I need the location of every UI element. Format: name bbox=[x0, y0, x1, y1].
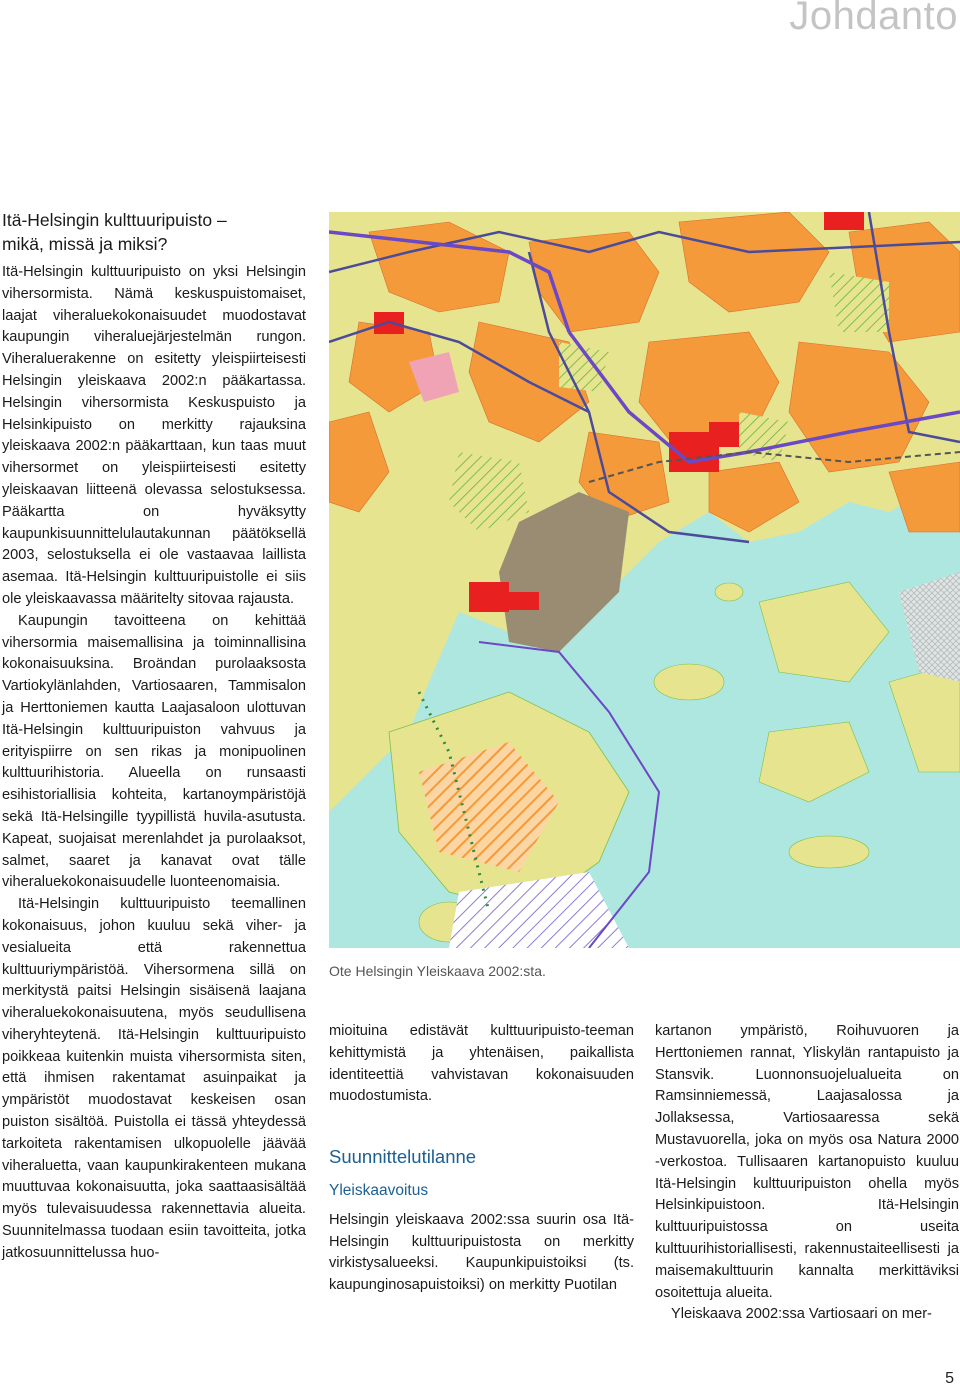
body-paragraph: Itä-Helsingin kulttuuripuisto teemallinen kokonaisuus, johon kuuluu sekä viher- ja vesialueita että rakennettua kulttuuriympäristöä. Vihersormena sillä on merkitystä paitsi Helsingin sisäisenä laajana viheraluekokonaisuutena, myös seudullisena viheryhteytenä. Itä-Helsingin kulttuuripuisto poikkeaa kuitenkin muista vihersormista siten, että ihmisen rakentamat asuinpaikat ja ympäristöt muodostavat keskeisen osan puiston sisältöä. Puistolla ei tässä yhteydessä tarkoiteta rakentamisen ulkopuolelle jäävää viheraluetta, vaan kaupunkirakenteen mukana muuttuvaa kokonaisuutta, joka saattaasisältää myös tulevaisuudessa rakennettavia alueita. Suunnitelmassa tuodaan esiin tavoitteita, jotka jatkosuunnittelussa huo- bbox=[2, 896, 306, 1261]
section-heading: Suunnittelutilanne bbox=[329, 1146, 477, 1168]
body-paragraph: Itä-Helsingin kulttuuripuisto on yksi Helsingin vihersormista. Nämä keskuspuistomaiset, laajat viheraluekokonaisuudet muodostavat kaupungin viheraluejärjestelmän rungon. Viheraluerakenne on esitetty yleispiirteisesti Helsingin yleiskaava 2002:n pääkartassa. Helsingin vihersormista Keskuspuisto ja Helsinkipuisto on merkitty rajauksina yleiskaava 2002:n pääkarttaan, kun taas muut vihersormet on yleispiirteisesti esitetty yleiskaavan liitteenä olevassa selostuksessa. Pääkartta on hyväksytty kaupunkisuunnittelulautakunnan päätöksellä 2003, selostuksella ei ole vastaavaa laillista asemaa. Itä-Helsingin kulttuuripuistolle ei siis ole yleiskaavassa määritelty sitovaa rajausta. bbox=[2, 264, 306, 607]
body-paragraph: Helsingin yleiskaava 2002:ssa suurin osa Itä-Helsingin kulttuuripuistosta on merkitty virkistysalueeksi. Kaupunkipuistoiksi (ts. kaupunginosapuistoiksi) on merkitty Puotilan bbox=[329, 1211, 634, 1294]
text-column-right bbox=[655, 1021, 959, 1326]
text-column-left bbox=[2, 208, 306, 1265]
page-number: 5 bbox=[945, 1370, 954, 1387]
chapter-title: Johdanto bbox=[789, 0, 958, 38]
article-title-line2: mikä, missä ja miksi? bbox=[2, 234, 168, 254]
article-title bbox=[2, 208, 306, 256]
body-paragraph: Kaupungin tavoitteena on kehittää vihersormia maisemallisina ja toiminnallisina kokonaisuuksina. Broändan purolaaksosta Vartiokylänlahden, Vartiosaaren, Tammisalon ja Herttoniemen kautta Laajasaloon ulottuvan Itä-Helsingin kulttuuripuiston vahvuus ja erityispiirre on sen rikas ja monipuolinen kulttuurihistoria. Alueella on runsaasti esihistoriallisia kohteita, kartanoympäristöjä sekä Itä-Helsingille tyypillistä huvila-asutusta. Kapeat, suojaisat merenlahdet ja purolaaksot, salmet, saaret ja kanavat ovat tälle viheraluekokonaisuudelle luonteenomaisia. bbox=[2, 612, 306, 891]
body-paragraph: Yleiskaava 2002:ssa Vartiosaari on mer- bbox=[671, 1306, 932, 1323]
map-caption: Ote Helsingin Yleiskaava 2002:sta. bbox=[329, 963, 546, 979]
text-column-middle bbox=[329, 1021, 634, 1297]
body-paragraph: kartanon ympäristö, Roihuvuoren ja Herttoniemen rannat, Yliskylän rantapuisto ja Stansvik. Luonnonsuojelualueita on Ramsinniemessä, Laajasalossa ja Jollaksessa, Vartiosaaressa sekä Mustavuorella, joka on myös osa Natura 2000 -verkostoa. Tullisaaren kartanopuisto kuuluu Itä-Helsingin kulttuuripuiston ohella myös Helsinkipuistoon. Itä-Helsingin kulttuuripuistossa on useita kulttuurihistoriallisesti, rakennustaiteellisesti ja maisemakulttuurin kannalta merkittäviksi osoitettuja alueita. bbox=[655, 1023, 959, 1301]
article-title-line1: Itä-Helsingin kulttuuripuisto – bbox=[2, 210, 227, 230]
body-paragraph: mioituina edistävät kulttuuripuisto-teeman kehittymistä ja yhtenäisen, paikallista identiteettiä vahvistavan kokonaisuuden muodostumista. bbox=[329, 1023, 634, 1105]
general-plan-map bbox=[329, 212, 960, 948]
subsection-heading: Yleiskaavoitus bbox=[329, 1181, 429, 1199]
